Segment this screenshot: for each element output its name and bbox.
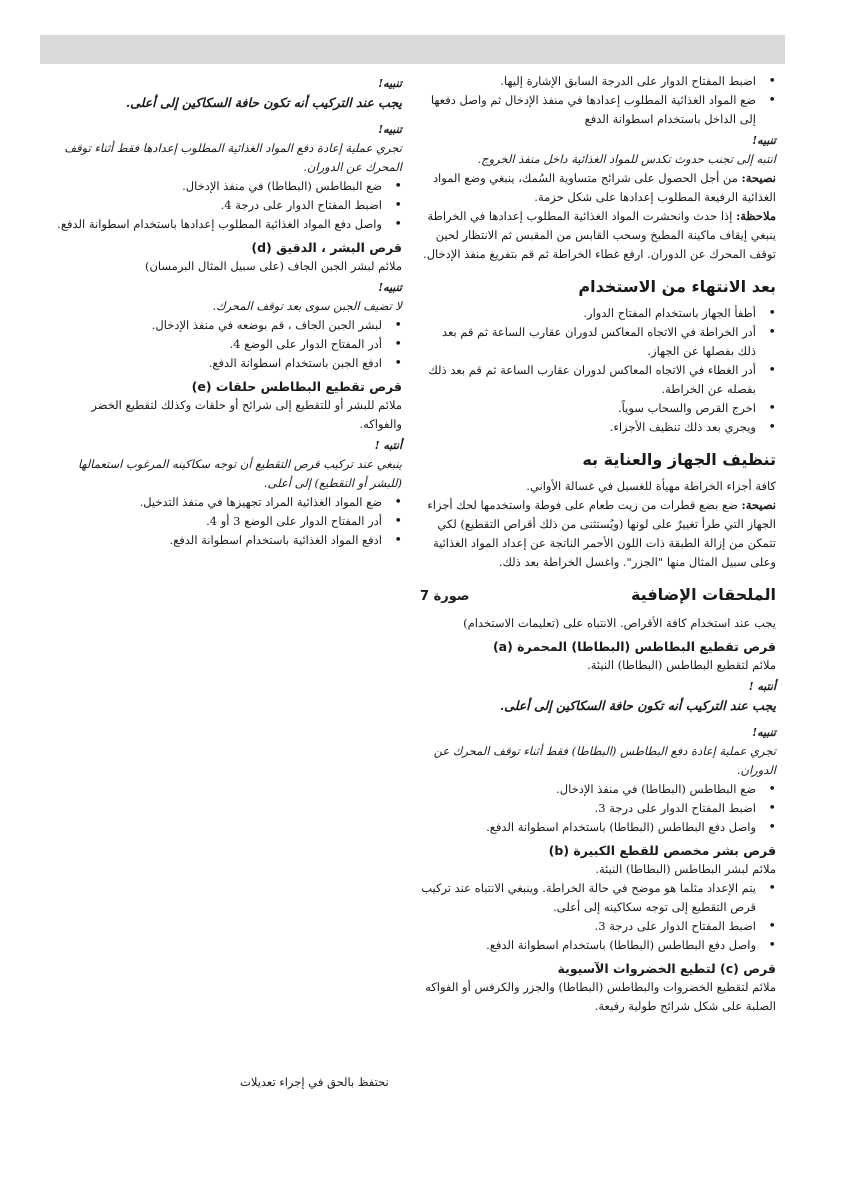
bullet-list	[420, 304, 776, 437]
warning-title: أنتبه !	[748, 680, 776, 693]
list-item: • يتم الإعداد مثلما هو موضح في حالة الخراطة. وينبغي الانتباه عند تركيب قرص التقطيع إلى توجه سكاكينه إلى أعلى.	[420, 879, 762, 917]
subsection-heading: قرص تقطيع البطاطس (البطاطا) المحمرة (a)	[492, 639, 776, 654]
paragraph: يجب عند استخدام كافة الأقراص. الانتباه على (تعليمات الاستخدام)	[463, 616, 776, 630]
list-item: • اضبط المفتاح الدوار على الدرجة السابق الإشارة إليها.	[420, 72, 762, 91]
warning-text: انتبه إلى تجنب حدوث تكدس للمواد الغذائية داخل منفذ الخروج.	[477, 152, 776, 166]
paragraph: ملائم لبشر البطاطس (البطاطا) النيئة.	[595, 862, 776, 876]
warning-text: تجري عملية إعادة دفع البطاطس (البطاطا) فقط أثناء توقف المحرك عن الدوران.	[433, 744, 776, 777]
warning-title: تنبيه!	[752, 134, 776, 147]
bullet-list	[420, 72, 776, 129]
list-item: • ضع المواد الغذائية المطلوب إعدادها في منفذ الإدخال ثم واصل دفعها إلى الداخل باستخدام اسطوانة الدفع	[420, 91, 762, 129]
list-item: • اضبط المفتاح الدوار على درجة 3.	[420, 917, 762, 936]
list-item: • ادفع الجبن باستخدام اسطوانة الدفع.	[52, 354, 388, 373]
right-column	[420, 72, 776, 1016]
section-heading	[420, 584, 776, 608]
list-item: • اضبط المفتاح الدوار على درجة 4.	[52, 196, 388, 215]
subsection-heading: قرص (c) لتطيع الخضروات الآسيوية	[557, 961, 776, 976]
list-item: • ضع البطاطس (البطاطا) في منفذ الإدخال.	[420, 780, 762, 799]
note-text: ضع بضع قطرات من زيت طعام على فوطة واستخدمها لحك أجزاء الجهاز التي طرأ تغييرٌ على لونها (ويُستثنى من ذلك أقراص التقطيع) لكي تتمكن من إزالة الطبقة ذات اللون الأحمر الناتجة عن إعداد المواد الغذائية وعلى سبيل المثال منها "الجزر". واغسل الخراطة بعد ذلك.	[427, 498, 776, 569]
note-paragraph	[420, 169, 776, 207]
list-item: • واصل دفع البطاطس (البطاطا) باستخدام اسطوانة الدفع.	[420, 936, 762, 955]
note-label: ملاحظة:	[736, 209, 776, 223]
list-item: • أدر المفتاح الدوار على الوضع 4.	[52, 335, 388, 354]
warning-title: أنتبه !	[374, 439, 402, 452]
warning-title: تنبيه!	[378, 123, 402, 136]
bullet-list	[420, 780, 776, 837]
list-item: • واصل دفع البطاطس (البطاطا) باستخدام اسطوانة الدفع.	[420, 818, 762, 837]
note-paragraph	[420, 496, 776, 572]
subsection-heading: قرص البشر ، الدقيق (d)	[251, 240, 402, 255]
paragraph: ملائم لتقطيع الخضروات والبطاطس (البطاطا) والجزر والكرفس أو الفواكه الصلبة على شكل شرائح طولية رفيعة.	[425, 980, 776, 1013]
bullet-list	[420, 879, 776, 955]
list-item: • اخرج القرص والسحاب سوياً.	[420, 399, 762, 418]
warning-title: تنبيه!	[752, 726, 776, 739]
warning-title: تنبيه!	[378, 77, 402, 90]
warning-text: ينبغي عند تركيب قرص التقطيع أن توجه سكاكينه المرغوب استعمالها (للبشر أو التقطيع) إلى أعلى.	[78, 457, 402, 490]
list-item: • أدر المفتاح الدوار على الوضع 3 أو 4.	[52, 512, 388, 531]
heading-text: الملحقات الإضافية	[630, 585, 776, 604]
section-heading: تنظيف الجهاز والعناية به	[582, 450, 776, 469]
list-item: • ضع البطاطس (البطاطا) في منفذ الإدخال.	[52, 177, 388, 196]
paragraph: كافة أجزاء الخراطة مهيأة للغسيل في غسالة الأواني.	[526, 479, 776, 493]
subsection-heading: قرص بشر مخصص للقطع الكبيرة (b)	[548, 843, 776, 858]
warning-emphasis: يجب عند التركيب أنه تكون حافة السكاكين إلى أعلى.	[125, 95, 402, 110]
list-item: • لبشر الجبن الجاف ، قم بوضعه في منفذ الإدخال.	[52, 316, 388, 335]
list-item: • أطفأ الجهاز باستخدام المفتاح الدوار.	[420, 304, 762, 323]
header-bar	[40, 35, 785, 64]
note-text: إذا حدث وانحشرت المواد الغذائية المطلوب إعدادها في الخراطة ينبغي إيقاف ماكينة المطبخ وسحب القابس من المقبس ثم الانتظار لحين توقف المحرك عن الدوران. ارفع غطاء الخراطة ثم قم بتفريغ منفذ الإدخال.	[423, 209, 776, 261]
warning-emphasis: يجب عند التركيب أنه تكون حافة السكاكين إلى أعلى.	[499, 698, 776, 713]
paragraph: ملائم لبشر الجبن الجاف (على سبيل المثال البرمسان)	[144, 259, 402, 273]
bullet-list	[52, 493, 402, 550]
bullet-list	[52, 316, 402, 373]
list-item: • أدر الخراطة في الاتجاه المعاكس لدوران عقارب الساعة ثم قم بعد ذلك بفصلها عن الجهاز.	[420, 323, 762, 361]
list-item: • ويجري بعد ذلك تنظيف الأجزاء.	[420, 418, 762, 437]
paragraph: ملائم للبشر أو للتقطيع إلى شرائح أو حلقات وكذلك لتقطيع الخضر والفواكه.	[91, 398, 402, 431]
section-heading: بعد الانتهاء من الاستخدام	[578, 277, 776, 296]
list-item: • اضبط المفتاح الدوار على درجة 3.	[420, 799, 762, 818]
subsection-heading: قرص تقطيع البطاطس حلقات (e)	[191, 379, 402, 394]
list-item: • أدر الغطاء في الاتجاه المعاكس لدوران عقارب الساعة ثم قم بعد ذلك بفصله عن الخراطة.	[420, 361, 762, 399]
bullet-list	[52, 177, 402, 234]
warning-text: لا تضيف الجبن سوى بعد توقف المحرك.	[212, 299, 402, 313]
figure-label: صورة 7	[420, 589, 470, 604]
paragraph: ملائم لتقطيع البطاطس (البطاطا) النيئة.	[587, 658, 776, 672]
note-paragraph	[420, 207, 776, 264]
list-item: • ادفع المواد الغذائية باستخدام اسطوانة الدفع.	[52, 531, 388, 550]
left-column	[52, 72, 402, 550]
list-item: • واصل دفع المواد الغذائية المطلوب إعدادها باستخدام اسطوانة الدفع.	[52, 215, 388, 234]
note-label: نصيحة:	[741, 171, 776, 185]
note-label: نصيحة:	[741, 498, 776, 512]
footer-note: نحتفظ بالحق في إجراء تعديلات	[240, 1075, 389, 1089]
warning-text: تجري عملية إعادة دفع المواد الغذائية المطلوب إعدادها فقط أثناء توقف المحرك عن الدوران.	[64, 141, 402, 174]
warning-title: تنبيه!	[378, 281, 402, 294]
list-item: • ضع المواد الغذائية المراد تجهيزها في منفذ التدخيل.	[52, 493, 388, 512]
note-text: من أجل الحصول على شرائح متساوية السُمك، ينبغي وضع المواد الغذائية الرفيعة المطلوب إعدادها على شكل حزمة.	[432, 171, 776, 204]
